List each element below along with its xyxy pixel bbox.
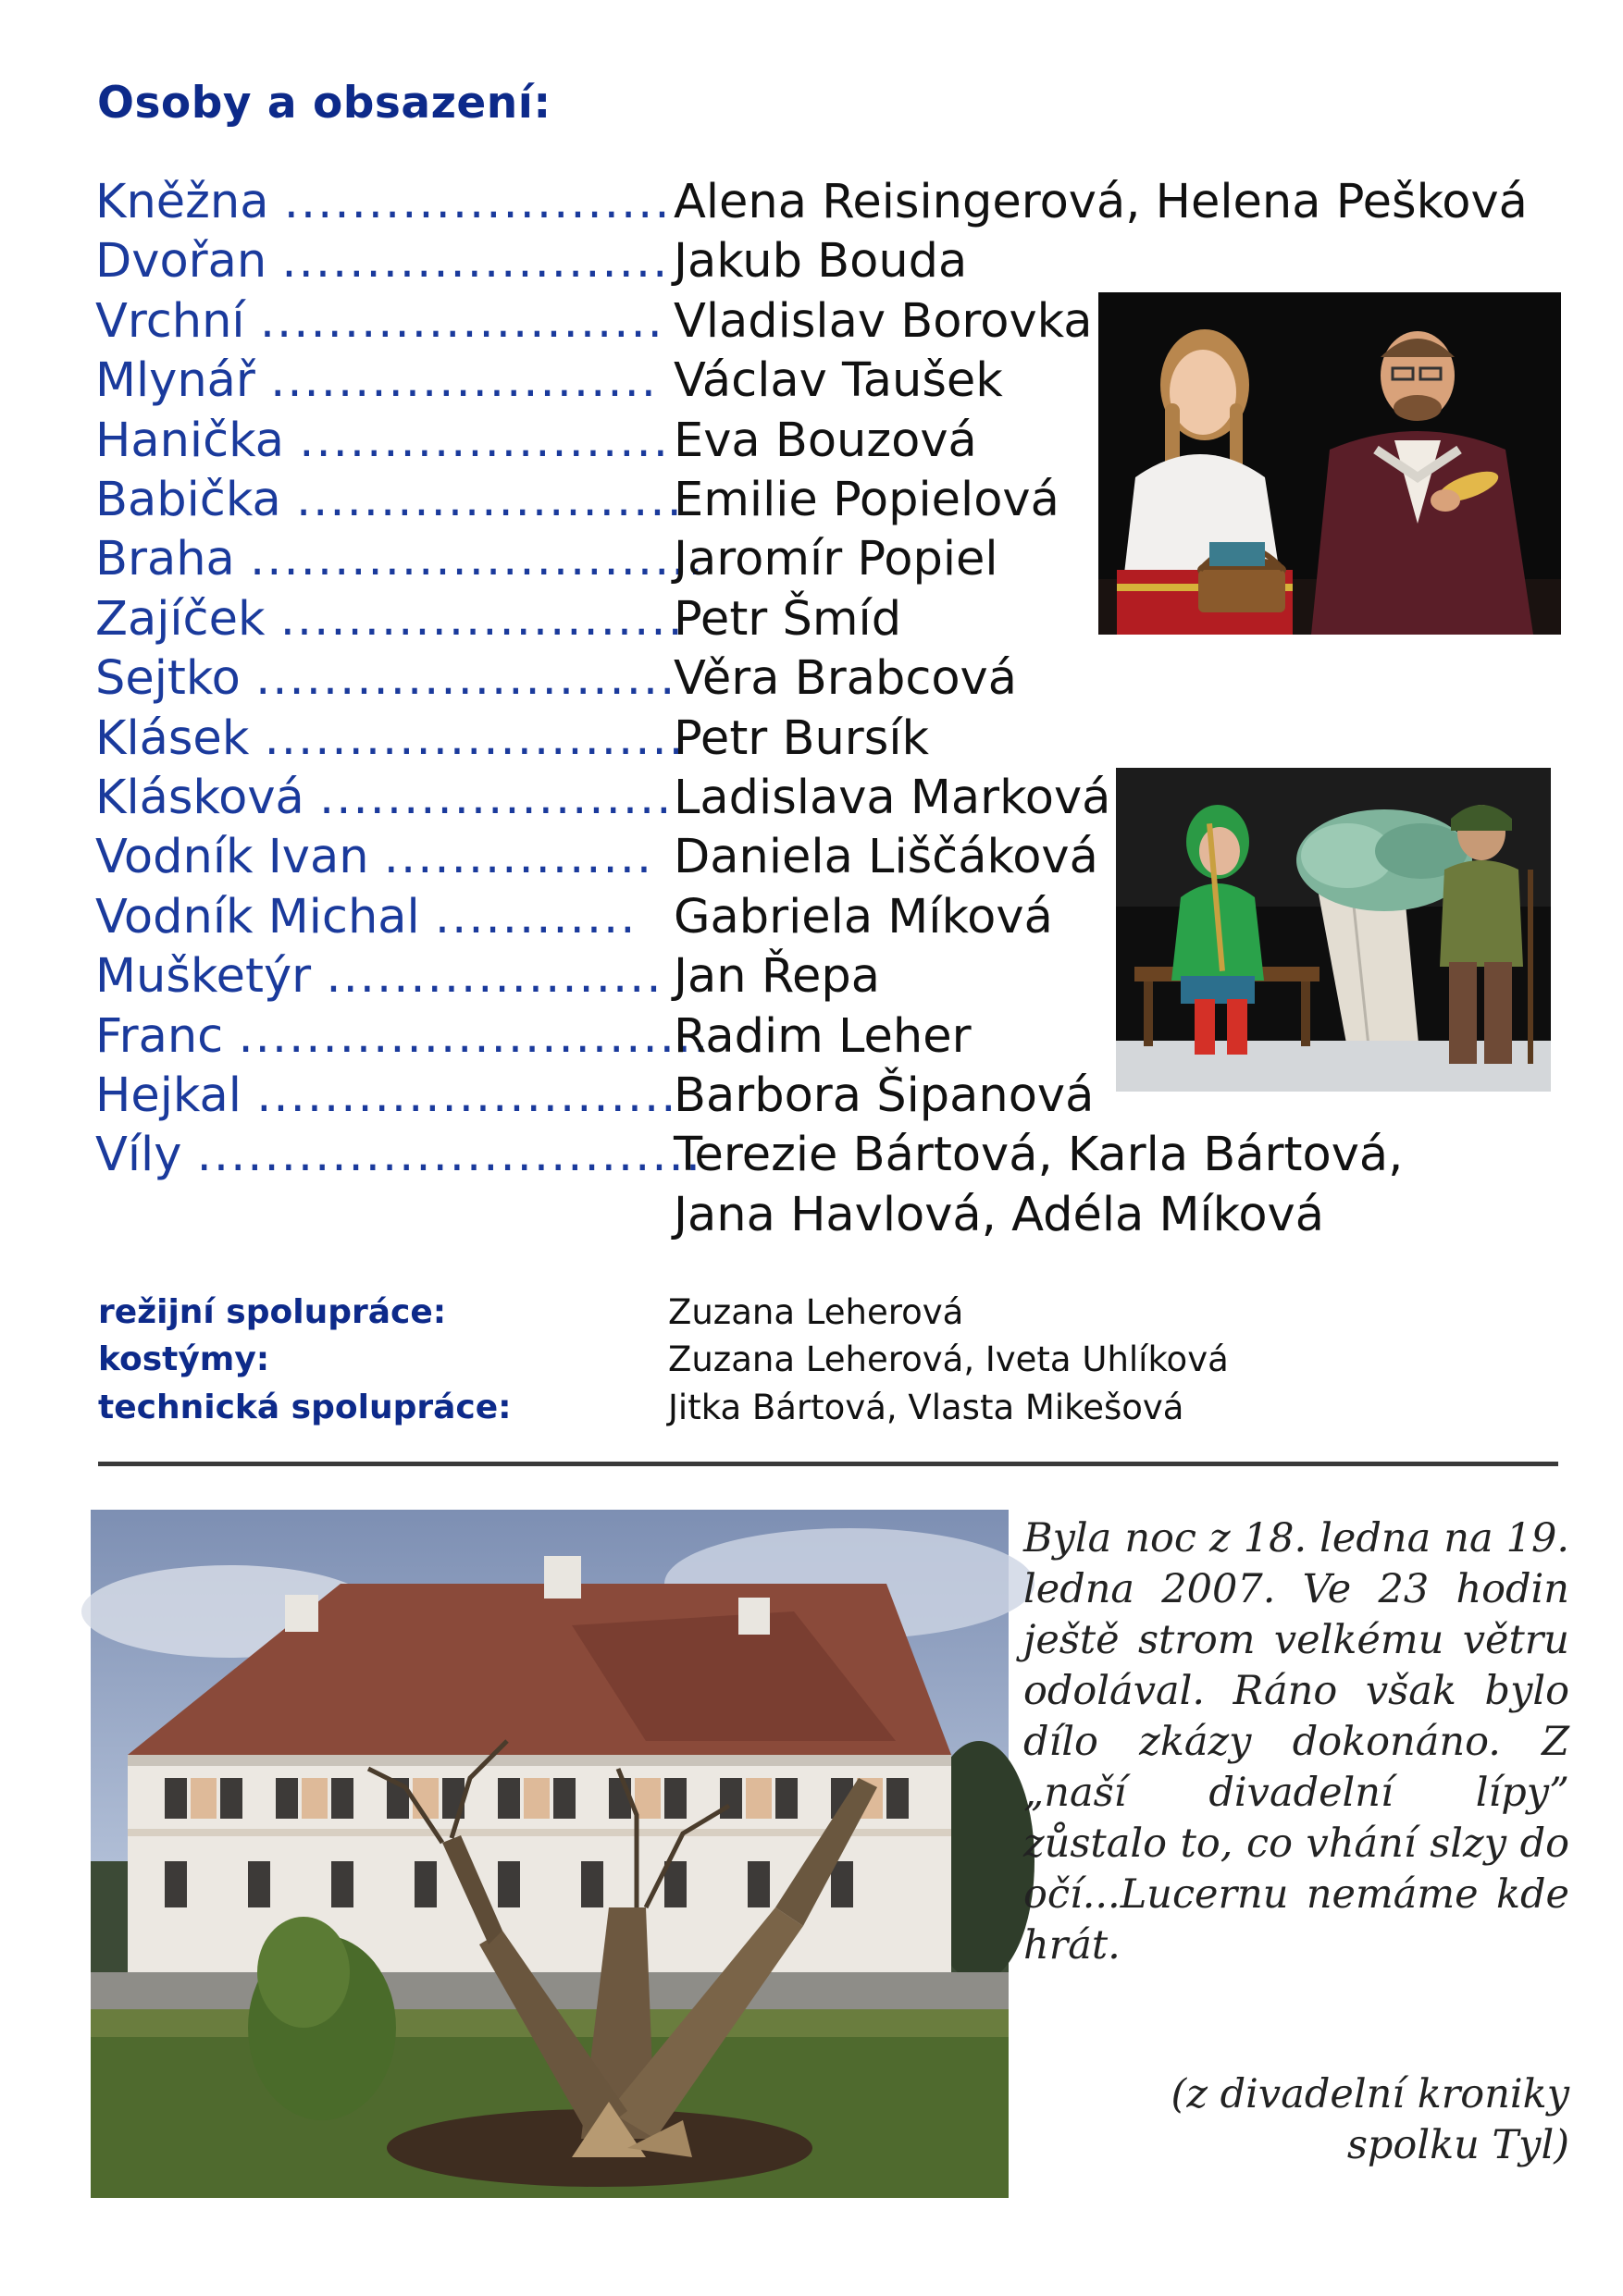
actor-name: Václav Taušek xyxy=(674,353,1003,408)
actor-name: Terezie Bártová, Karla Bártová, xyxy=(674,1128,1404,1182)
actor-name: Daniela Liščáková xyxy=(674,830,1098,884)
role-name: Mlynář ....................... xyxy=(95,353,658,408)
actor-name: Jana Havlová, Adéla Míková xyxy=(674,1188,1324,1242)
actor-name: Jan Řepa xyxy=(674,949,880,1004)
actor-name: Emilie Popielová xyxy=(674,473,1059,527)
role-name: Víly .............................. xyxy=(95,1128,702,1182)
actor-name: Eva Bouzová xyxy=(674,414,977,468)
role-name: Hanička ...................... xyxy=(95,414,670,468)
story-paragraph: Byla noc z 18. ledna na 19. ledna 2007. Ve 23 hodin ještě strom velkému větru odolával. Ráno však bylo dílo zkázy dokonáno. Z „naší divadelní lípy” zůstalo to, co vhání slzy do očí...Lucernu nemáme kde hrát. xyxy=(1023,1515,1569,1969)
source-line: (z divadelní kroniky xyxy=(1171,2071,1569,2117)
chateau-broken-tree-photo xyxy=(91,1510,1009,2198)
actor-name: Petr Bursík xyxy=(674,711,930,766)
role-name: Hejkal ......................... xyxy=(95,1068,678,1123)
actor-name: Petr Šmíd xyxy=(674,592,902,647)
crew-value: Jitka Bártová, Vlasta Mikešová xyxy=(668,1388,1184,1427)
actor-name: Vladislav Borovka xyxy=(674,294,1093,349)
role-name: Braha ........................... xyxy=(95,532,705,586)
actor-name: Alena Reisingerová, Helena Pešková xyxy=(674,175,1528,229)
actor-name: Věra Brabcová xyxy=(674,651,1017,706)
role-name: Klásek ......................... xyxy=(95,711,686,766)
stage-photo-vodnik xyxy=(1116,768,1551,1092)
crew-value: Zuzana Leherová xyxy=(668,1292,964,1332)
role-name: Vodník Michal ............ xyxy=(95,890,638,944)
role-name: Dvořan ....................... xyxy=(95,234,670,289)
source-line: spolku Tyl) xyxy=(1346,2122,1569,2168)
section-divider xyxy=(98,1462,1558,1466)
crew-label: technická spolupráce: xyxy=(98,1389,512,1426)
role-name: Klásková ..................... xyxy=(95,771,674,825)
crew-value: Zuzana Leherová, Iveta Uhlíková xyxy=(668,1339,1229,1379)
actor-name: Gabriela Míková xyxy=(674,890,1053,944)
role-name: Mušketýr .................... xyxy=(95,949,663,1004)
actor-name: Jaromír Popiel xyxy=(674,532,998,586)
role-name: Franc ............................ xyxy=(95,1009,711,1064)
stage-photo-hanicka-mlynar xyxy=(1098,292,1561,635)
actor-name: Radim Leher xyxy=(674,1009,972,1064)
role-name: Sejtko ......................... xyxy=(95,651,677,706)
role-name: Babička ....................... xyxy=(95,473,684,527)
role-name: Vodník Ivan ................ xyxy=(95,830,654,884)
actor-name: Barbora Šipanová xyxy=(674,1068,1095,1123)
story-source xyxy=(1023,2069,1569,2171)
actor-name: Ladislava Marková xyxy=(674,771,1111,825)
actor-name: Jakub Bouda xyxy=(674,234,968,289)
role-name: Vrchní ........................ xyxy=(95,294,664,349)
page-title: Osoby a obsazení: xyxy=(97,78,551,129)
role-name: Zajíček ........................ xyxy=(95,592,685,647)
crew-label: režijní spolupráce: xyxy=(98,1293,447,1331)
crew-label: kostýmy: xyxy=(98,1340,270,1378)
role-name: Kněžna ....................... xyxy=(95,175,672,229)
